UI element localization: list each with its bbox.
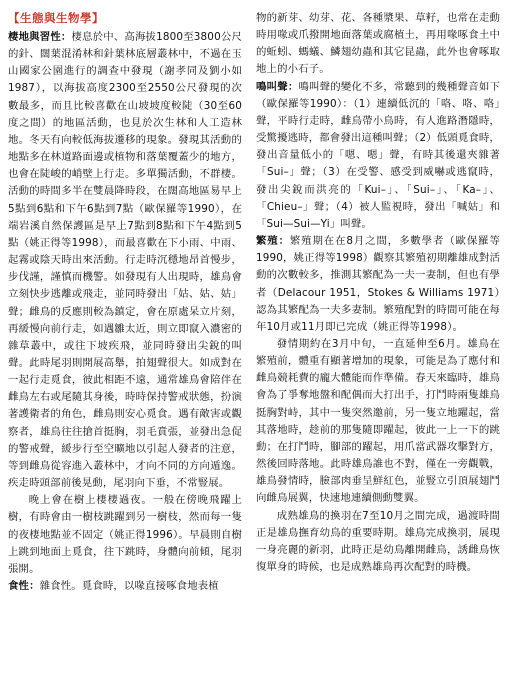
call-paragraph [256,79,500,233]
habitat-paragraph [8,29,242,492]
breeding-text: 繁殖期在在8月之間，多數學者（歐保羅等1990，姚正得等1998）觀察其繁殖初期離雄成對活動的次數較多，推測其繁配為一夫一妻制，但也有學者（Delacour 1951，Stokes & Williams 1971）認為其繁配為一夫多妻制。繁殖配對的時間可能在每年10月或11月即已完成（姚正得等1998）。 [256,235,500,333]
call-label: 鳴叫聲： [256,80,299,93]
roost-paragraph: 晚上會在樹上棲棲過夜。一般在傍晚飛躍上樹，有時會由一樹枝跳躍到另一樹枝，然而每一隻的夜棲地點並不固定（姚正得1996）。早晨則自樹上跳到地面上覓食，往下跳時，身體向前傾，尾羽張開。 [8,494,242,575]
habitat-label: 棲地與習性： [8,31,72,43]
habitat-text: 棲息於中、高海拔1800至3800公尺的針、闊葉混淆林和針葉林底層叢林中，不過在玉山國家公園進行的調查中發現（謝孝同及劉小如1987），以海拔高度2300至2550公尺發現的次數最多，而且比較喜歡在山坡坡度較陡（30至60度之間）的地區活動，也見於次生林和人工造林地。冬天有向較低海拔遷移的現象。發現其活動的地點多在林道路面邊或植物和落葉覆蓋少的地方，也會在陡峻的峭壁上行走。多單獨活動，不群棲。活動的時間多半在雙晨降時段，在闊高地區易早上5點到6點和下午6點到7點（歐保羅等1990），在端岩溪自然保護區是早上7點到8點和下午4點到5點（姚正得等1998），而最喜歡在下小雨、中雨、起霧或陰天時出來活動。行走時沉穩地昂首慢步，步伐謹，謹慎而機警。如發現有人出現時，雄鳥會立刻快步逃離或飛走，並同時發出「姑、姑、姑」聲；雌鳥的反應則較為鎮定，會在原處呆立片刻，再緩慢向前行走，如遇雛太近，則立即竄入濃密的雜草叢中，或往下坡疾飛，並同時發出尖銳的叫聲。此時尾羽則開展高舉，拍翅聲很大。如成對在一起行走覓食，彼此相距不遠，通常雄鳥會陪伴在雌鳥左右或尾隨其身後，時時保持警戒狀態，扮演著護衛者的角色，雌鳥則安心覓食。遇有敵害或觀察者，雄鳥往往搶首挺胸，羽毛賁張，並發出急促的警戒聲，緩步行至空曠地以引起人發者的注意，等到雌鳥從容進入叢林中，才向不同的方向遁逸。疾走時頭部前後晃動，尾羽向下垂，不常豎展。 [8,31,242,490]
food-continued-paragraph: 物的新芽、幼芽、花、各種漿果、草籽，也常在走動時用喙或爪撥開地面落葉或腐植土，再用喙啄食土中的蚯蚓、螞蟻、鱗翅幼蟲和其它昆蟲，此外也會啄取地上的小石子。 [256,12,500,76]
right-column [256,10,500,576]
courtship-paragraph: 發情期約在3月中旬，一直延伸至6月。雄鳥在繁殖前，體重有顯著增加的現象，可能是為了應付和雌鳥競耗費的龐大體能而作準備。春天來臨時，雄鳥會為了爭奪地盤和配偶而大打出手，打鬥時兩隻雄鳥挺胸對峙，其中一隻突然邀前，另一隻立地躍起，當其落地時，趁前的那隻隨即躍起，彼此一上一下的跳動；在打鬥時，腳部的躍起，用爪當武器攻擊對方，然後回時落地。此時雄鳥誰也不對，僅在一旁觀戰，雄鳥發情時，臉部肉垂呈鮮紅色，並豎立引頂展翅鬥向雌鳥展翼，快速地連續側動雙翼。 [256,337,500,505]
breeding-label: 繁殖： [256,235,290,248]
food-text: 雜食性。覓食時，以喙直接啄食地表植 [39,580,219,592]
breeding-paragraph [256,233,500,336]
food-paragraph [8,578,242,595]
section-title: 【生態與生物學】 [8,11,104,25]
food-label: 食性： [8,580,40,592]
call-text: 鳴叫聲的變化不多，常聽到的幾種聲音如下（歐保羅等1990）：（1）連續低沉的「咯、咯、咯」聲，平時行走時，雌鳥帶小鳥時，有人進路潛隱時，受驚擾逃時，都會發出這種叫聲；（2）低頭覓食時，發出音量低小的「嗯、嗯」聲，有時其後還夾雜著「Sui–」聲；（3）在受警、感受到威嚇或逃竄時，發出尖銳而洪亮的「Kui–」、「Sui–」、「Ka–」、「Chieu–」聲；（4）被人監視時，發出「喊姑」和「Sui—Sui—Yi」叫聲。 [256,80,500,230]
molt-paragraph: 成熟雄鳥的換羽在7至10月之間完成，過渡時間正是雄鳥撫育幼鳥的重要時期。雄鳥完成換羽，展現一身亮麗的新羽，此時正是幼鳥離開雌鳥，誘雌鳥恢復單身的時候，也是成熟雄鳥再次配對的時機。 [256,509,500,573]
left-column [8,10,242,595]
